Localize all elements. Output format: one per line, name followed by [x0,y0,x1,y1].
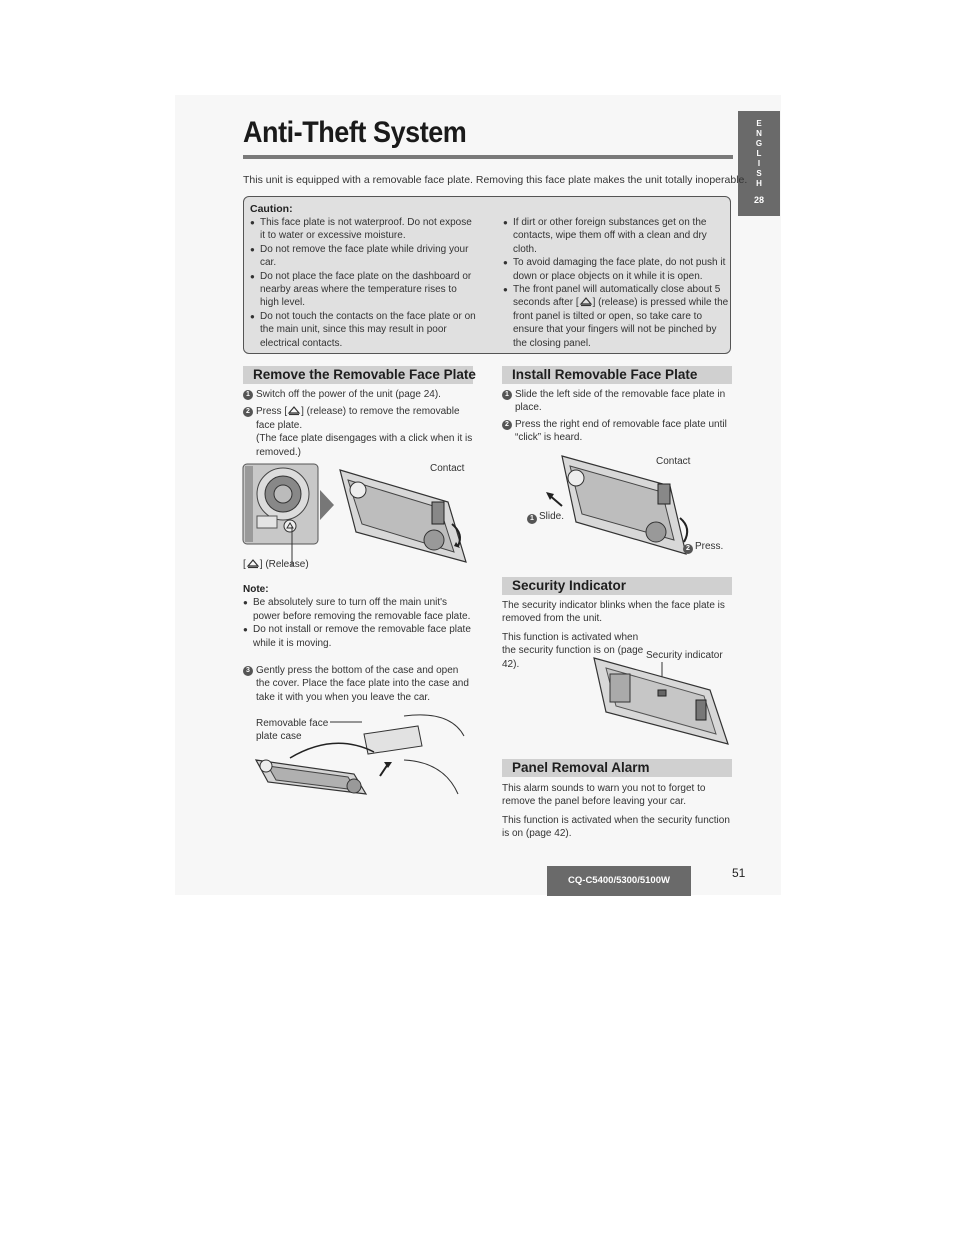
caution-item: ● If dirt or other foreign substances get on the contacts, wipe them off with a clean and dry cloth. [503,216,729,256]
remove-step-1: 1 Switch off the power of the unit (page 24). [243,388,475,401]
alarm-text [502,782,730,841]
caution-heading: Caution: [250,203,293,215]
remove-step-3: 3 Gently press the bottom of the case and open the cover. Place the face plate into the case and take it with you when you leave the car. [243,664,475,704]
language-tab [738,111,780,216]
security-indicator-label: Security indicator [646,650,723,661]
caution-box [243,196,731,354]
intro-text: This unit is equipped with a removable face plate. Removing this face plate makes the unit totally inoperable. [243,174,748,186]
note-item: ● Do not install or remove the removable face plate while it is moving. [243,623,475,650]
page-number: 51 [732,866,746,880]
caution-item: ● Do not place the face plate on the dashboard or nearby areas where the temperature rises to high level. [250,270,476,310]
remove-heading: Remove the Removable Face Plate [243,366,473,384]
page-title: Anti-Theft System [243,116,467,149]
face-plate-case-illustration [254,712,466,812]
step-number-2-icon: 2 [502,420,512,430]
security-heading: Security Indicator [502,577,732,595]
remove-steps [243,388,475,459]
step-number-3-icon: 3 [243,666,253,676]
release-label: [ ] (Release) [243,559,309,570]
security-paragraph-2: This function is activated when the security function is on (page 42). [502,631,644,670]
step-number-2-icon: 2 [243,407,253,417]
model-number-badge: CQ-C5400/5300/5100W [547,866,691,896]
install-heading: Install Removable Face Plate [502,366,732,384]
install-steps [502,388,730,445]
title-rule [243,155,733,159]
security-indicator-illustration [592,654,732,746]
install-step-1: 1 Slide the left side of the removable face plate in place. [502,388,730,415]
release-icon [246,558,260,568]
face-plate-install-illustration [546,454,692,562]
remove-contact-label: Contact [430,463,465,474]
security-paragraph-1: The security indicator blinks when the face plate is removed from the unit. [502,600,725,625]
step-number-1-icon: 1 [502,390,512,400]
release-icon [579,296,593,306]
alarm-paragraph-1: This alarm sounds to warn you not to forget to remove the panel before leaving your car. [502,783,706,808]
step-number-1-icon: 1 [243,390,253,400]
caution-item: ● Do not remove the face plate while driving your car. [250,243,476,270]
caution-item: ● The front panel will automatically close about 5 seconds after [ ] (release) is pressed while the front panel is tilted or open, so take care to ensure that your fingers will not be pinched by the closing panel. [503,283,729,350]
note-item: ● Be absolutely sure to turn off the main unit's power before removing the removable face plate. [243,596,475,623]
press-label: 2 Press. [683,541,723,553]
remove-step-3-block [243,664,475,704]
alarm-paragraph-2: This function is activated when the security function is on (page 42). [502,814,730,840]
slide-label: 1 Slide. [527,511,564,523]
caution-item: ● Do not touch the contacts on the face plate or on the main unit, since this may result in poor electrical contacts. [250,310,476,350]
step-number-2-icon: 2 [683,544,693,554]
caution-item: ● To avoid damaging the face plate, do not push it down or place objects on it while it is open. [503,256,729,283]
arrow-right-icon [320,490,334,520]
note-heading: Note: [243,584,269,595]
step-number-1-icon: 1 [527,514,537,524]
caution-right-column [503,216,729,350]
release-icon [287,405,301,415]
section-number: 28 [753,195,764,205]
install-contact-label: Contact [656,456,691,467]
case-label: Removable face plate case [256,718,329,743]
install-step-2: 2 Press the right end of removable face plate until “click” is heard. [502,418,730,445]
language-letters: E N G L I S H [755,119,763,188]
alarm-heading: Panel Removal Alarm [502,759,732,777]
remove-note [243,583,475,650]
remove-step-2: 2 Press [ ] (release) to remove the removable face plate. (The face plate disengages with a click when it is removed.) [243,405,475,459]
caution-item: ● This face plate is not waterproof. Do not expose it to water or excessive moisture. [250,216,476,243]
release-button-closeup-illustration [243,464,318,546]
caution-left-column [250,216,476,350]
face-plate-removal-illustration [336,462,470,570]
